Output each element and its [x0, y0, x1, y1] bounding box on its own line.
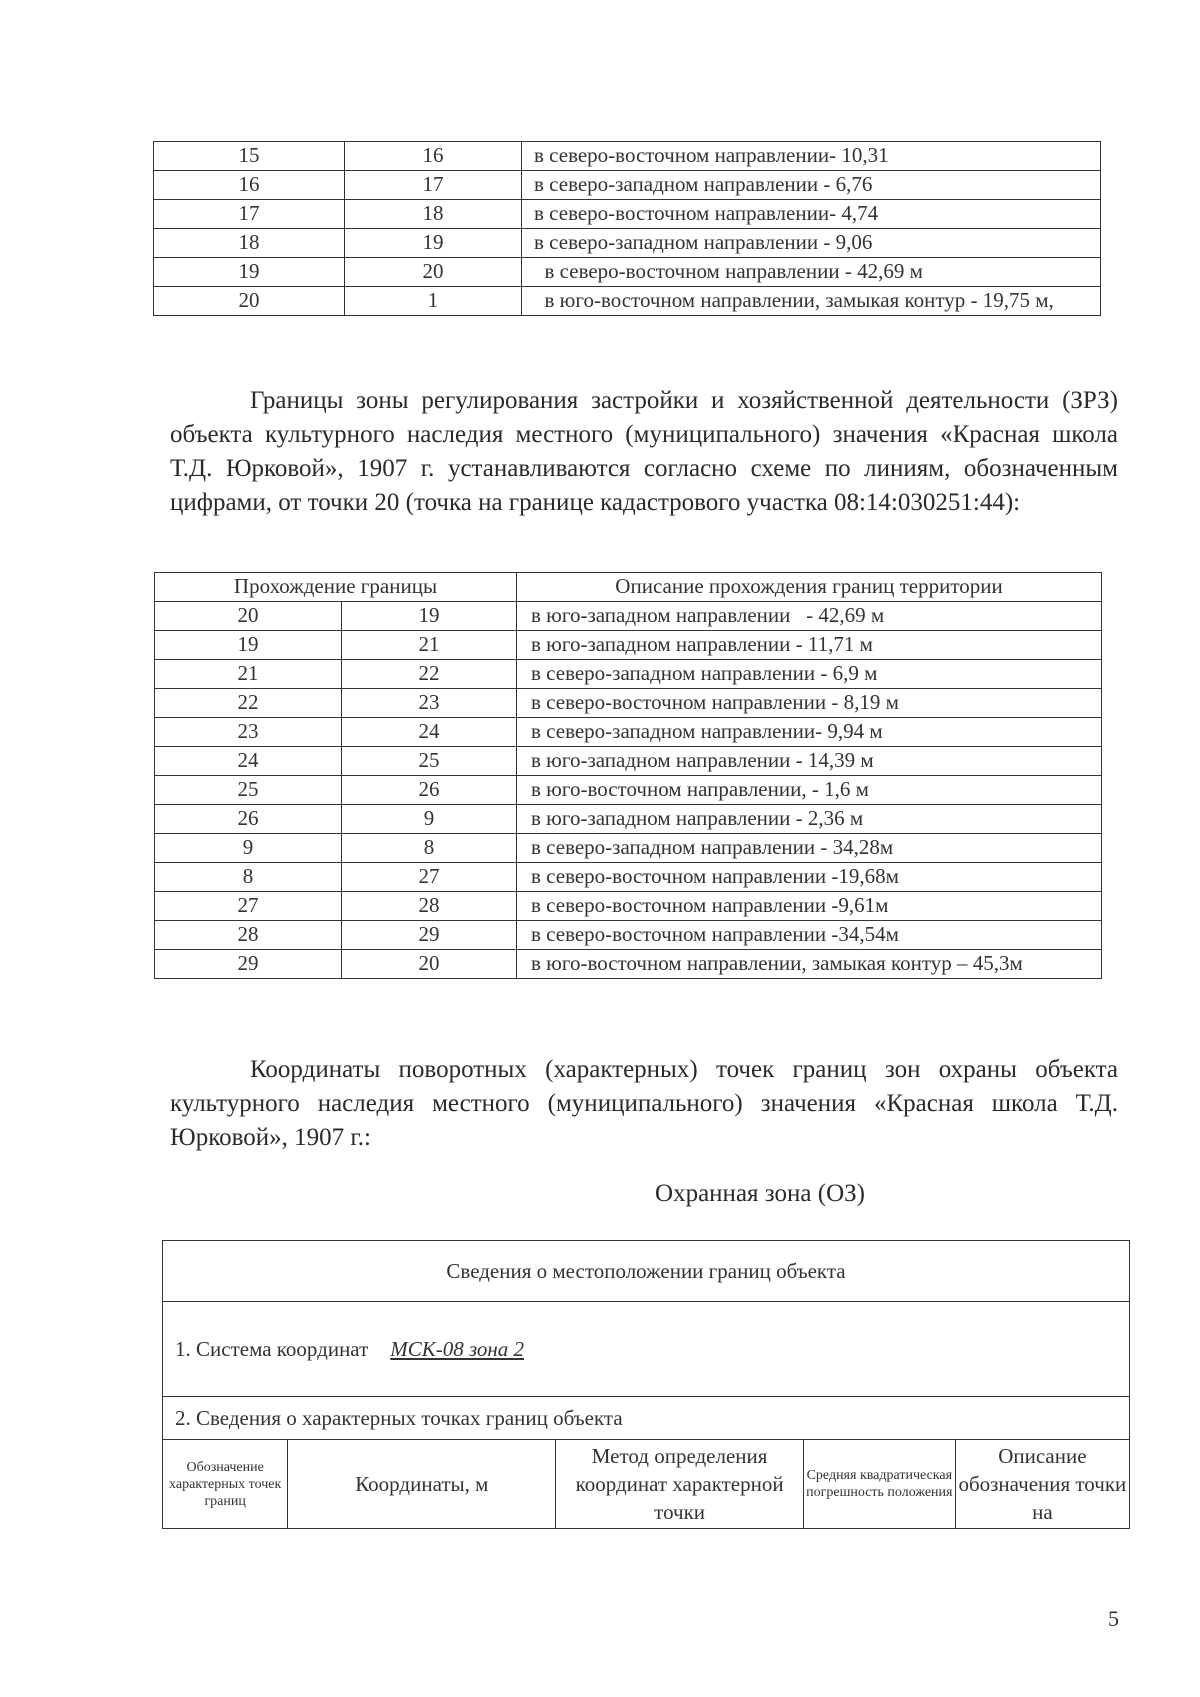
coordinate-system-label: 1. Система координат	[175, 1336, 369, 1361]
from-point: 18	[154, 229, 345, 258]
to-point: 27	[342, 863, 517, 892]
to-point: 29	[342, 921, 517, 950]
header-passage: Прохождение границы	[155, 573, 517, 602]
table-row	[155, 805, 1102, 834]
from-point: 20	[155, 602, 342, 631]
to-point: 20	[345, 258, 522, 287]
to-point: 16	[345, 142, 522, 171]
coordinates-paragraph: Координаты поворотных (характерных) точек границ зон охраны объекта культурного наследия местного (муниципального) значения «Красная школа Т.Д. Юрковой», 1907 г.:	[170, 1056, 1118, 1151]
object-boundary-info-table	[162, 1240, 1130, 1529]
to-point: 1	[345, 287, 522, 316]
from-point: 24	[155, 747, 342, 776]
direction-description: в северо-западном направлении - 6,76	[522, 171, 1101, 200]
direction-description: в северо-восточном направлении -19,68м	[517, 863, 1102, 892]
to-point: 8	[342, 834, 517, 863]
direction-description: в северо-западном направлении - 6,9 м	[517, 660, 1102, 689]
col-coordinates: Координаты, м	[288, 1440, 556, 1529]
table-row	[155, 660, 1102, 689]
table-row	[154, 171, 1101, 200]
page-number: 5	[1108, 1606, 1119, 1631]
to-point: 22	[342, 660, 517, 689]
table-row	[155, 689, 1102, 718]
from-point: 8	[155, 863, 342, 892]
coordinate-system-value: МСК-08 зона 2	[390, 1336, 525, 1361]
table-row	[155, 892, 1102, 921]
direction-description: в северо-западном направлении- 9,94 м	[517, 718, 1102, 747]
table-row	[155, 718, 1102, 747]
direction-description: в юго-западном направлении - 2,36 м	[517, 805, 1102, 834]
table-row	[155, 776, 1102, 805]
to-point: 19	[342, 602, 517, 631]
from-point: 9	[155, 834, 342, 863]
direction-description: в северо-восточном направлении - 42,69 м	[522, 258, 1101, 287]
direction-description: в юго-западном направлении - 11,71 м	[517, 631, 1102, 660]
table-row	[154, 200, 1101, 229]
from-point: 27	[155, 892, 342, 921]
table-row	[155, 921, 1102, 950]
from-point: 25	[155, 776, 342, 805]
coordinate-system-row	[163, 1302, 1130, 1397]
table-row	[154, 287, 1101, 316]
col-point-description: Описание обозначения точки на	[955, 1440, 1129, 1529]
to-point: 9	[342, 805, 517, 834]
from-point: 23	[155, 718, 342, 747]
table-row	[154, 229, 1101, 258]
table-row	[155, 834, 1102, 863]
to-point: 26	[342, 776, 517, 805]
col-point-designation: Обозначение характерных точек границ	[163, 1440, 288, 1529]
from-point: 21	[155, 660, 342, 689]
from-point: 26	[155, 805, 342, 834]
table-row	[155, 747, 1102, 776]
header-description: Описание прохождения границ территории	[517, 573, 1102, 602]
direction-description: в юго-восточном направлении, замыкая контур – 45,3м	[517, 950, 1102, 979]
zrz-boundary-table	[154, 572, 1102, 979]
table-row	[155, 863, 1102, 892]
direction-description: в юго-западном направлении - 14,39 м	[517, 747, 1102, 776]
to-point: 25	[342, 747, 517, 776]
zrz-paragraph: Границы зоны регулирования застройки и хозяйственной деятельности (ЗРЗ) объекта культурного наследия местного (муниципального) значения «Красная школа Т.Д. Юрковой», 1907 г. устанавливаются согласно схеме по линиям, обозначенным цифрами, от точки 20 (точка на границе кадастрового участка 08:14:030251:44):	[170, 387, 1118, 516]
direction-description: в северо-восточном направлении -9,61м	[517, 892, 1102, 921]
from-point: 17	[154, 200, 345, 229]
direction-description: в северо-восточном направлении -34,54м	[517, 921, 1102, 950]
to-point: 23	[342, 689, 517, 718]
table-row	[155, 950, 1102, 979]
from-point: 29	[155, 950, 342, 979]
direction-description: в северо-западном направлении - 34,28м	[517, 834, 1102, 863]
from-point: 19	[154, 258, 345, 287]
from-point: 16	[154, 171, 345, 200]
to-point: 28	[342, 892, 517, 921]
to-point: 17	[345, 171, 522, 200]
to-point: 24	[342, 718, 517, 747]
direction-description: в северо-восточном направлении - 8,19 м	[517, 689, 1102, 718]
to-point: 21	[342, 631, 517, 660]
table-row	[154, 142, 1101, 171]
to-point: 20	[342, 950, 517, 979]
boundary-table-continued	[153, 141, 1101, 316]
table-row	[155, 631, 1102, 660]
table-row	[154, 258, 1101, 287]
col-method: Метод определения координат характерной точки	[556, 1440, 804, 1529]
direction-description: в юго-западном направлении - 42,69 м	[517, 602, 1102, 631]
to-point: 19	[345, 229, 522, 258]
section-title: Охранная зона (ОЗ)	[655, 1180, 865, 1207]
direction-description: в юго-восточном направлении, замыкая контур - 19,75 м,	[522, 287, 1101, 316]
col-error: Средняя квадратическая погрешность положения	[803, 1440, 955, 1529]
direction-description: в северо-восточном направлении- 4,74	[522, 200, 1101, 229]
from-point: 22	[155, 689, 342, 718]
from-point: 28	[155, 921, 342, 950]
from-point: 20	[154, 287, 345, 316]
to-point: 18	[345, 200, 522, 229]
direction-description: в юго-восточном направлении, - 1,6 м	[517, 776, 1102, 805]
from-point: 15	[154, 142, 345, 171]
table-row	[155, 602, 1102, 631]
from-point: 19	[155, 631, 342, 660]
table3-header: Сведения о местоположении границ объекта	[163, 1241, 1130, 1302]
direction-description: в северо-восточном направлении- 10,31	[522, 142, 1101, 171]
points-info-label: 2. Сведения о характерных точках границ объекта	[163, 1397, 1130, 1440]
direction-description: в северо-западном направлении - 9,06	[522, 229, 1101, 258]
